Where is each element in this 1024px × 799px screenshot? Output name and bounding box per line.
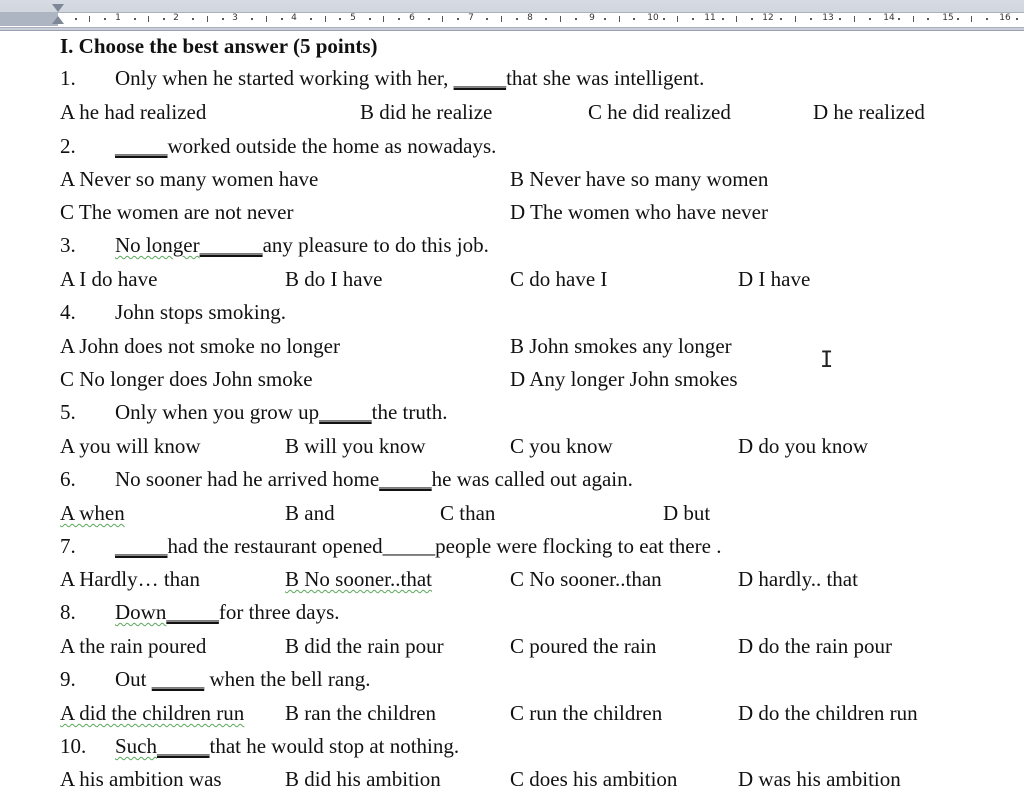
ruler-tick [192,18,194,20]
options-line [0,567,1024,599]
question-text: Out _____ when the bell rang. [115,667,371,691]
ruler-tick [692,18,694,20]
ruler-tick [545,18,547,20]
ruler-tick [281,18,283,20]
option: C No sooner..than [510,567,662,591]
question-line [0,667,1024,699]
ruler-tick [795,16,796,22]
option: C you know [510,434,613,458]
ruler-tick [1016,18,1018,20]
options-line [0,634,1024,666]
ruler-tick [428,18,430,20]
option: D I have [738,267,811,291]
option: D but [663,501,711,525]
option: C poured the rain [510,634,657,658]
option: A you will know [60,434,201,458]
ruler-tick [310,18,312,20]
ruler-tick [839,18,841,20]
option: B do I have [285,267,383,291]
option: C The women are not never [60,200,294,224]
option: C does his ambition [510,767,678,791]
document-page[interactable] [0,30,1024,797]
ruler-tick [604,18,606,20]
option: B did his ambition [285,767,441,791]
option: A John does not smoke no longer [60,334,340,358]
option: A when [60,501,125,525]
ruler-number: 12 [762,13,774,23]
question-number: 4. [60,300,76,324]
options-line [0,767,1024,799]
first-line-indent-icon[interactable] [52,4,64,12]
ruler-tick [560,16,561,22]
question-text: Only when he started working with her, _____that she was intelligent. [115,66,705,90]
question-text: Such_____that he would stop at nothing. [115,734,460,758]
option: D he realized [813,100,925,124]
hanging-indent-icon[interactable] [52,16,64,24]
ruler-tick [780,18,782,20]
option: B and [285,501,335,525]
ruler-tick [751,18,753,20]
options-line [0,367,1024,399]
question-text: _____worked outside the home as nowadays. [115,134,497,158]
options-line [0,434,1024,466]
ruler-number: 5 [350,13,356,23]
question-number: 1. [60,66,76,90]
ruler-number: 2 [173,13,179,23]
question-text: No longer______any pleasure to do this job. [115,233,489,257]
ruler-tick [957,18,959,20]
question-line [0,467,1024,499]
ruler-margin [0,12,58,26]
option: B No sooner..that [285,567,432,591]
ruler-tick [722,18,724,20]
ruler-tick [148,16,149,22]
indent-marker[interactable] [52,4,64,28]
question-line [0,233,1024,265]
question-line [0,534,1024,566]
ruler-tick [971,16,972,22]
option: B did he realize [360,100,493,124]
ruler-tick [663,18,665,20]
ruler-number: 4 [291,13,297,23]
ruler-tick [736,16,737,22]
ruler-tick [854,16,855,22]
question-line [0,600,1024,632]
question-number: 7. [60,534,76,558]
options-line [0,167,1024,199]
ruler-number: 6 [409,13,415,23]
option: C he did realized [588,100,731,124]
ruler-number: 15 [942,13,954,23]
option: A the rain poured [60,634,207,658]
option: C run the children [510,701,663,725]
option: D do the rain pour [738,634,892,658]
question-number: 10. [60,734,87,758]
ruler-tick [442,16,443,22]
ruler-number: 16 [999,13,1011,23]
ruler-number: 13 [822,13,834,23]
question-text: No sooner had he arrived home_____he was called out again. [115,467,633,491]
option: D was his ambition [738,767,901,791]
ruler-tick [163,18,165,20]
option: D Any longer John smokes [510,367,738,391]
ruler-tick [457,18,459,20]
option: D do the children run [738,701,918,725]
ruler-strip [0,12,1024,28]
ruler-tick [810,18,812,20]
options-line [0,267,1024,299]
question-line [0,400,1024,432]
question-number: 6. [60,467,76,491]
options-line [0,200,1024,232]
option: A Never so many women have [60,167,319,191]
ruler-tick [516,18,518,20]
ruler-tick [222,18,224,20]
ruler-tick [134,18,136,20]
option: D hardly.. that [738,567,858,591]
option: C than [440,501,496,525]
ruler-number: 7 [468,13,474,23]
ruler-tick [325,16,326,22]
option: D The women who have never [510,200,768,224]
option: A Hardly… than [60,567,200,591]
question-line [0,66,1024,98]
options-line [0,334,1024,366]
ruler-tick [369,18,371,20]
ruler-tick [986,18,988,20]
option: D do you know [738,434,869,458]
ruler-tick [575,18,577,20]
question-text: Only when you grow up_____the truth. [115,400,448,424]
ruler-tick [104,18,106,20]
ruler-tick [619,16,620,22]
ruler-tick [383,16,384,22]
ruler-number: 11 [704,13,716,23]
question-number: 3. [60,233,76,257]
options-line [0,100,1024,132]
horizontal-ruler[interactable] [0,0,1024,31]
ruler-number: 9 [589,13,595,23]
option: B will you know [285,434,426,458]
option: A he had realized [60,100,207,124]
question-text: Down_____for three days. [115,600,340,624]
ruler-tick [501,16,502,22]
ruler-tick [633,18,635,20]
option: B John smokes any longer [510,334,732,358]
options-line [0,501,1024,533]
options-line [0,701,1024,733]
ruler-number: 1 [115,13,121,23]
ruler-number: 8 [527,13,533,23]
ruler-tick [266,16,267,22]
ruler-tick [898,18,900,20]
ruler-tick [677,16,678,22]
ruler-number: 3 [232,13,238,23]
ruler-tick [251,18,253,20]
ruler-tick [927,18,929,20]
question-number: 2. [60,134,76,158]
option: C do have I [510,267,608,291]
ruler-tick [75,18,77,20]
question-number: 8. [60,600,76,624]
option: A I do have [60,267,158,291]
option: A did the children run [60,701,245,725]
ruler-tick [207,16,208,22]
ruler-tick [398,18,400,20]
question-number: 5. [60,400,76,424]
question-line [0,134,1024,166]
ruler-tick [486,18,488,20]
question-line [0,734,1024,766]
ruler-number: 14 [883,13,895,23]
option: B did the rain pour [285,634,444,658]
option: B Never have so many women [510,167,769,191]
question-number: 9. [60,667,76,691]
ruler-tick [89,16,90,22]
question-text: John stops smoking. [115,300,286,324]
question-text: _____had the restaurant opened_____people were flocking to eat there . [115,534,722,558]
section-heading: I. Choose the best answer (5 points) [60,34,378,58]
question-line [0,300,1024,332]
option: C No longer does John smoke [60,367,313,391]
ruler-tick [913,16,914,22]
option: B ran the children [285,701,437,725]
ruler-number: 10 [647,13,659,23]
text-cursor-icon: I [820,348,834,373]
option: A his ambition was [60,767,222,791]
ruler-tick [869,18,871,20]
ruler-tick [339,18,341,20]
